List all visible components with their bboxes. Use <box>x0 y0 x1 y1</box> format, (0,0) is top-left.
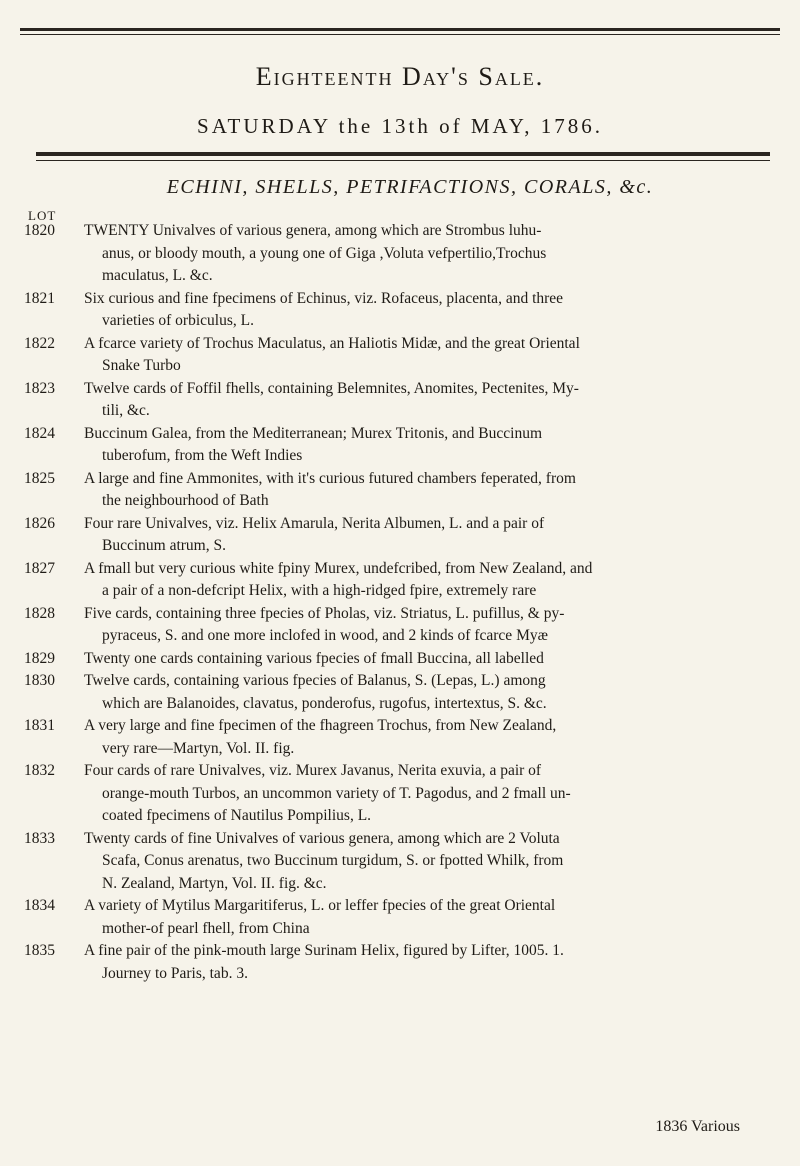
lot-description <box>76 715 784 760</box>
lot-description-line: coated fpecimens of Nautilus Pompilius, L. <box>102 807 372 824</box>
top-rule-thin <box>20 34 780 35</box>
lot-entry <box>24 895 784 940</box>
top-rule <box>20 28 780 31</box>
lot-description <box>76 513 784 558</box>
lot-entry <box>24 940 784 985</box>
lot-description-line: anus, or bloody mouth, a young one of Giga ,Voluta vefpertilio,Trochus <box>102 244 547 262</box>
lot-description <box>76 378 784 423</box>
sale-date: SATURDAY the 13th of MAY, 1786. <box>197 114 603 138</box>
lot-description-line: maculatus, L. &c. <box>102 267 213 284</box>
lot-entry <box>24 378 784 423</box>
lot-description-line: Buccinum Galea, from the Mediterranean; Murex Tritonis, and Buccinum <box>84 424 543 442</box>
lot-description-line: Four cards of rare Univalves, viz. Murex Javanus, Nerita exuvia, a pair of <box>84 762 542 779</box>
lot-entry <box>24 603 784 648</box>
lot-number: 1830 <box>24 672 55 689</box>
lot-description <box>76 288 784 333</box>
catchword: 1836 Various <box>655 1118 740 1135</box>
lot-description-line: Five cards, containing three fpecies of Pholas, viz. Striatus, L. pufillus, & py- <box>84 604 565 622</box>
lot-description-line: A fine pair of the pink-mouth large Surinam Helix, figured by Lifter, 1005. 1. <box>84 942 564 959</box>
lot-entry <box>24 558 784 603</box>
lot-entry <box>24 715 784 760</box>
lot-description-line: Twenty one cards containing various fpecies of fmall Buccina, all labelled <box>84 649 544 667</box>
lot-entry <box>24 648 784 671</box>
lot-description-line: N. Zealand, Martyn, Vol. II. fig. &c. <box>102 874 327 892</box>
lot-number: 1822 <box>24 334 55 352</box>
lot-description-line: which are Balanoides, clavatus, ponderofus, rugofus, intertextus, S. &c. <box>102 694 547 712</box>
lot-description-line: tuberofum, from the Weft Indies <box>102 447 303 464</box>
lot-entry <box>24 670 784 715</box>
lot-entry <box>24 288 784 333</box>
lot-description-line: orange-mouth Turbos, an uncommon variety of T. Pagodus, and 2 fmall un- <box>102 784 571 802</box>
lot-description <box>76 468 784 513</box>
subject-heading: ECHINI, SHELLS, PETRIFACTIONS, CORALS, &c. <box>166 176 654 198</box>
lot-entry <box>24 220 784 288</box>
section-rule <box>36 152 770 156</box>
lot-list <box>24 220 784 985</box>
lot-entry <box>24 760 784 828</box>
lot-entry <box>24 423 784 468</box>
lot-description-line: Six curious and fine fpecimens of Echinus, viz. Rofaceus, placenta, and three <box>84 289 564 307</box>
lot-description-line: Scafa, Conus arenatus, two Buccinum turgidum, S. or fpotted Whilk, from <box>102 852 564 869</box>
lot-description-line: A fcarce variety of Trochus Maculatus, an Haliotis Midæ, and the great Oriental <box>84 334 580 352</box>
sale-title: Eighteenth Day's Sale. <box>255 62 545 91</box>
lot-description-line: Journey to Paris, tab. 3. <box>102 964 248 982</box>
lot-number: 1835 <box>24 942 55 959</box>
lot-description-line: tili, &c. <box>102 402 150 419</box>
lot-number: 1823 <box>24 379 55 397</box>
lot-description-line: Twelve cards, containing various fpecies of Balanus, S. (Lepas, L.) among <box>84 672 546 689</box>
lot-entry <box>24 828 784 896</box>
lot-description <box>76 603 784 648</box>
lot-description-line: Twelve cards of Foffil fhells, containing Belemnites, Anomites, Pectenites, My- <box>84 379 579 397</box>
lot-number: 1829 <box>24 649 55 667</box>
lot-entry <box>24 468 784 513</box>
lot-description <box>76 940 784 985</box>
lot-description-line: TWENTY Univalves of various genera, among which are Strombus luhu- <box>84 222 542 239</box>
lot-description <box>76 220 784 288</box>
lot-number: 1821 <box>24 289 55 307</box>
lot-number: 1831 <box>24 717 55 734</box>
lot-description <box>76 333 784 378</box>
lot-description <box>76 558 784 603</box>
lot-description-line: varieties of orbiculus, L. <box>102 312 254 329</box>
lot-description-line: A very large and fine fpecimen of the fhagreen Trochus, from New Zealand, <box>84 717 557 734</box>
lot-description-line: very rare—Martyn, Vol. II. fig. <box>102 739 295 757</box>
lot-description-line: mother-of pearl fhell, from China <box>102 919 310 937</box>
lot-description-line: pyraceus, S. and one more inclofed in wood, and 2 kinds of fcarce Myæ <box>102 627 548 644</box>
section-rule-thin <box>36 160 770 161</box>
lot-number: 1826 <box>24 514 55 532</box>
lot-description-line: A large and fine Ammonites, with it's curious futured chambers feperated, from <box>84 469 576 487</box>
lot-number: 1828 <box>24 604 55 622</box>
lot-description-line: Four rare Univalves, viz. Helix Amarula, Nerita Albumen, L. and a pair of <box>84 514 545 532</box>
lot-column-label: LOT <box>28 208 57 223</box>
lot-description <box>76 670 784 715</box>
lot-number: 1832 <box>24 762 55 779</box>
lot-description-line: Buccinum atrum, S. <box>102 537 226 554</box>
lot-entry <box>24 333 784 378</box>
lot-number: 1833 <box>24 829 55 847</box>
lot-number: 1827 <box>24 559 55 577</box>
lot-description <box>76 828 784 896</box>
lot-description-line: Snake Turbo <box>102 357 181 374</box>
lot-number: 1834 <box>24 897 55 914</box>
lot-entry <box>24 513 784 558</box>
lot-description-line: the neighbourhood of Bath <box>102 492 269 509</box>
lot-description <box>76 760 784 828</box>
lot-description-line: a pair of a non-defcript Helix, with a high-ridged fpire, extremely rare <box>102 582 537 599</box>
lot-description <box>76 895 784 940</box>
lot-description-line: A variety of Mytilus Margaritiferus, L. or leffer fpecies of the great Oriental <box>84 897 556 914</box>
lot-description <box>76 648 784 671</box>
lot-description <box>76 423 784 468</box>
lot-number: 1820 <box>24 222 55 239</box>
lot-number: 1825 <box>24 469 55 487</box>
lot-number: 1824 <box>24 424 55 442</box>
lot-description-line: A fmall but very curious white fpiny Murex, undefcribed, from New Zealand, and <box>84 559 593 577</box>
lot-description-line: Twenty cards of fine Univalves of various genera, among which are 2 Voluta <box>84 829 560 847</box>
